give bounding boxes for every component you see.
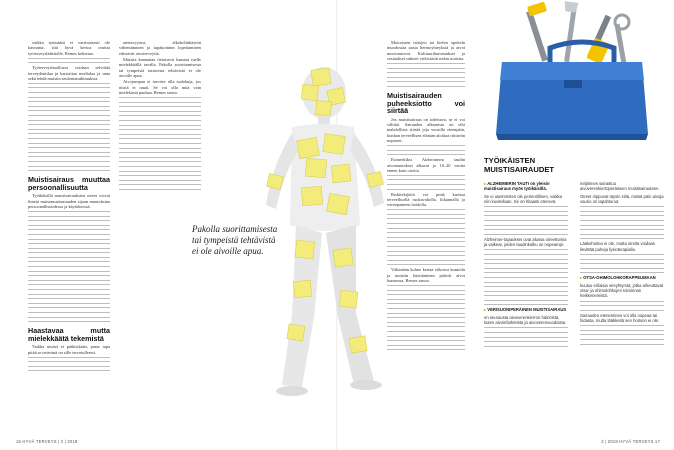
text-column-3 (387, 40, 465, 352)
footer-right: 2 | 2018 HYVÄ TERVEYS 17 (601, 439, 660, 444)
info-box-text: Se ei useimmiten ole perinnöllinen, vaikka niin kuvitellaan. Se on hitaasti etenevä. (484, 193, 562, 204)
paragraph: Työikäisillä muistisairauksien oireet voivat ilmetä muistamattomuuden sijaan muutoksina persoonallisuudessa ja käytöksessä. (28, 193, 110, 209)
paragraph: Aivojumpan ei tarvitse olla sudokuja, jos niistä ei nauti. Se voi olla mitä vain mielekästä puuhaa, Remes sanoo. (119, 79, 201, 96)
paragraph: Esimerkiksi Alzheimerin taudin aivomuutokset alkavat jo 10–20 vuotta ennen kuin oireita. (387, 157, 465, 173)
paragraph: Motoristen taitojen tai kielen opettelu muodostaa uusia hermoyhteyksiä ja aivot muovautuvat. Kulttuuriharrastukset ja sosiaaliset suhteet virkistävät nekin muistia. (387, 40, 465, 62)
sticky-note-figure-illustration (232, 55, 402, 410)
footer-left: 16 HYVÄ TERVEYS | 2 | 2018 (16, 439, 78, 444)
subheading: Muistisairauden puheeksiotto voi siirtää (387, 90, 465, 116)
toolbox-illustration (472, 0, 674, 150)
bullet-arrow-icon: ▸ (580, 275, 583, 281)
paragraph: Vaikka muisti ei pätkisikään, paras tapa pitää se terävänä on sille tervetulleesti. (28, 344, 110, 355)
paragraph: vaikka työmäärä ei varsinaisesti ole kasvanut, sitä hyvä kertoa omista työterveyslääkärille, Remes kehottaa. (28, 40, 110, 56)
info-box-column-2 (580, 181, 664, 347)
info-box-column-1 (484, 181, 568, 349)
pull-quote: Pakolla suorittamisesta tai tympeistä tehtävistä ei ole aivoille apua. (192, 224, 278, 256)
info-box-text: neljännes sairastuu aivoverenkiertoperäiseen muistisairauteen. (580, 181, 660, 192)
subheading: Haastavaa mutta mielekkäätä tekemistä (28, 326, 110, 343)
info-box-text: Alzheimer-tapaukset ovat alussa oireettomia ja vaikeat, joiden taudinkulku on nopeampi. (484, 236, 567, 248)
paragraph: aiettavyytesi, alkoholinkäytön vähentäminen ja tupakoinnin lopettaminen edistävät aivoterveyttä. (119, 40, 201, 56)
bullet-arrow-icon: ▸ (484, 181, 487, 186)
subheading: Muistisairaus muuttaa persoonallisuutta (28, 175, 110, 192)
paragraph: Jos muistisairaus on todettava, se ei voi välttää. Sairauden alkamista on silti mahdollista siirtää joja vuosilla eteenpäin, kunhan terveellisen elämän aloittaa riittävän nopeasti. (387, 116, 465, 144)
bullet-arrow-icon: ▸ (484, 307, 487, 313)
info-box-text: on seurausta aivoverenkierron häiriöistä, kuten aivoinfarkteista ja aivoverenvuodoista. (484, 314, 567, 326)
info-box-text: Oireet riippuvat täysin siitä, missä päin aivoja vaurio on tapahtunut. (580, 193, 664, 204)
info-box-text: Sairauden eteneminen voi olla nopeaa tai hidasta, mutta lääkkeitä sen hoitoon ei ole. (580, 312, 660, 323)
info-box-entry-heading: ALZHEIMERIN TAUTI on yleisin muistisairaus myös työikäisillä. (484, 181, 550, 192)
info-box-title: TYÖIKÄISTEN MUISTISAIRAUDET (484, 156, 555, 174)
text-column-1 (28, 40, 110, 373)
paragraph: Muistia kannattaa tietoisesti haastaa tuelle mielekkäällä tavalla. Pakolla suorittamisesta tai tympeistä tuttuvista tehtävistä ei ole aivoille apua. (119, 57, 201, 79)
info-box-text: Lääkehoitoa ei ole, mutta oireita voidaan lievittää puheja fysioterapialla. (580, 241, 656, 252)
info-box-text: kuuluu erilaisia oireyhtymiä, jotka aiheuttavat otsa- ja ohimolohkojen toiminnan heikkenemistä. (580, 282, 664, 299)
info-box-entry-heading: VERISUONIPERÄINEN MUISTISAIRAUS (487, 307, 567, 313)
info-box-entry-heading: OTSA-OHIMOLOHKORAPPEUMAAN (583, 275, 656, 281)
text-column-2 (119, 40, 201, 192)
paragraph: Työterveyshuollossa voidaan selvittää terveydentilaa ja kartoittaa mielialaa ja unta sekä tehdä muistin seulontatutkimuksia. (28, 65, 110, 81)
paragraph: Vähintään kolme kertaa viikossa kuntoilu ja muistin käyttäminen pitävät aivot kunnossa, Remes sanoo. (387, 267, 465, 284)
paragraph: Riskitekijöitä voi pitää kurissa terveellisellä ruokavaliolla, liikunnalla ja verenpaineen hoidolla. (387, 191, 465, 208)
